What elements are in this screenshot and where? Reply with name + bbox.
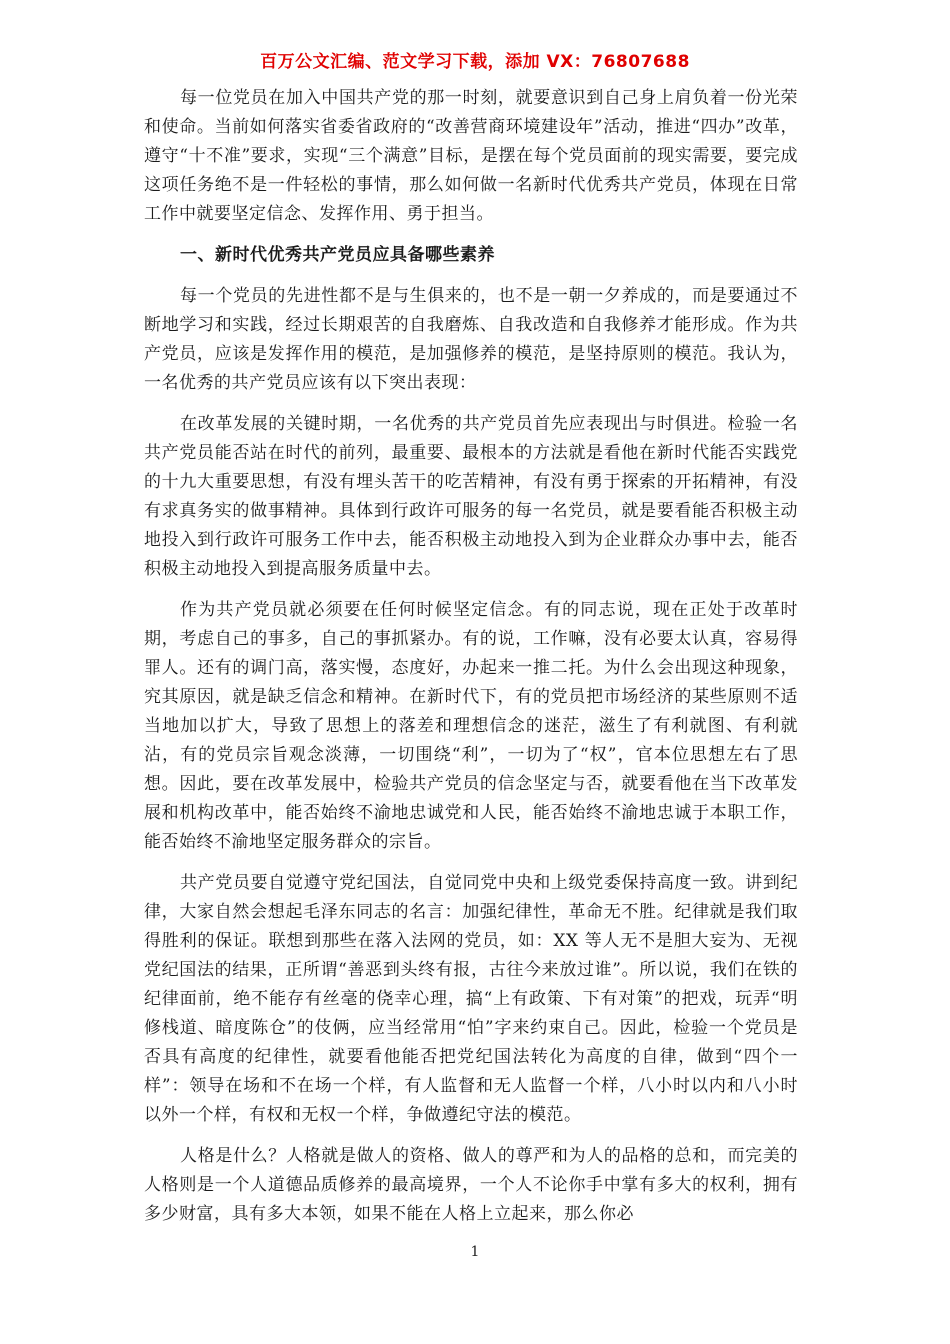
body-paragraph-4: 共产党员要自觉遵守党纪国法，自觉同党中央和上级党委保持高度一致。讲到纪律，大家自然会想起毛泽东同志的名言：加强纪律性，革命无不胜。纪律就是我们取得胜利的保证。联想到那些在落入法网的党员，如：XX 等人无不是胆大妄为、无视党纪国法的结果，正所谓“善恶到头终有报，古往今来放过谁”。所以说，我们在铁的纪律面前，绝不能存有丝毫的侥幸心理，搞“上有政策、下有对策”的把戏，玩弄“明修栈道、暗度陈仓”的伎俩，应当经常用“怕”字来约束自己。因此，检验一个党员是否具有高度的纪律性，就要看他能否把党纪国法转化为高度的自律，做到“四个一样”：领导在场和不在场一个样，有人监督和无人监督一个样，八小时以内和八小时以外一个样，有权和无权一个样，争做遵纪守法的模范。 <box>144 873 798 1125</box>
watermark-banner: 百万公文汇编、范文学习下载，添加 VX：76807688 <box>260 52 690 72</box>
document-body <box>144 84 798 1241</box>
body-paragraph-2: 在改革发展的关键时期，一名优秀的共产党员首先应表现出与时俱进。检验一名共产党员能否站在时代的前列，最重要、最根本的方法就是看他在新时代能否实践党的十九大重要思想，有没有埋头苦干的吃苦精神，有没有勇于探索的开拓精神，有没有求真务实的做事精神。具体到行政许可服务的每一名党员，就是要看能否积极主动地投入到行政许可服务工作中去，能否积极主动地投入到为企业群众办事中去，能否积极主动地投入到提高服务质量中去。 <box>144 414 798 579</box>
body-paragraph-5: 人格是什么？人格就是做人的资格、做人的尊严和为人的品格的总和，而完美的人格则是一个人道德品质修养的最高境界，一个人不论你手中掌有多大的权利，拥有多少财富，具有多大本领，如果不能在人格上立起来，那么你必 <box>144 1146 798 1224</box>
body-paragraph-3: 作为共产党员就必须要在任何时候坚定信念。有的同志说，现在正处于改革时期，考虑自己的事多，自己的事抓紧办。有的说，工作嘛，没有必要太认真，容易得罪人。还有的调门高，落实慢，态度好，办起来一推二托。为什么会出现这种现象，究其原因，就是缺乏信念和精神。在新时代下，有的党员把市场经济的某些原则不适当地加以扩大，导致了思想上的落差和理想信念的迷茫，滋生了有利就图、有利就沾，有的党员宗旨观念淡薄，一切围绕“利”，一切为了“权”，官本位思想左右了思想。因此，要在改革发展中，检验共产党员的信念坚定与否，就要看他在当下改革发展和机构改革中，能否始终不渝地忠诚党和人民，能否始终不渝地忠诚于本职工作，能否始终不渝地坚定服务群众的宗旨。 <box>144 600 798 852</box>
intro-paragraph: 每一位党员在加入中国共产党的那一时刻，就要意识到自己身上肩负着一份光荣和使命。当前如何落实省委省政府的“改善营商环境建设年”活动，推进“四办”改革，遵守“十不准”要求，实现“三个满意”目标，是摆在每个党员面前的现实需要，要完成这项任务绝不是一件轻松的事情，那么如何做一名新时代优秀共产党员，体现在日常工作中就要坚定信念、发挥作用、勇于担当。 <box>144 88 798 224</box>
body-paragraph-1: 每一个党员的先进性都不是与生俱来的，也不是一朝一夕养成的，而是要通过不断地学习和实践，经过长期艰苦的自我磨炼、自我改造和自我修养才能形成。作为共产党员，应该是发挥作用的模范，是加强修养的模范，是坚持原则的模范。我认为，一名优秀的共产党员应该有以下突出表现： <box>144 286 798 393</box>
section-heading: 一、新时代优秀共产党员应具备哪些素养 <box>180 245 495 265</box>
page-number: 1 <box>470 1244 480 1260</box>
